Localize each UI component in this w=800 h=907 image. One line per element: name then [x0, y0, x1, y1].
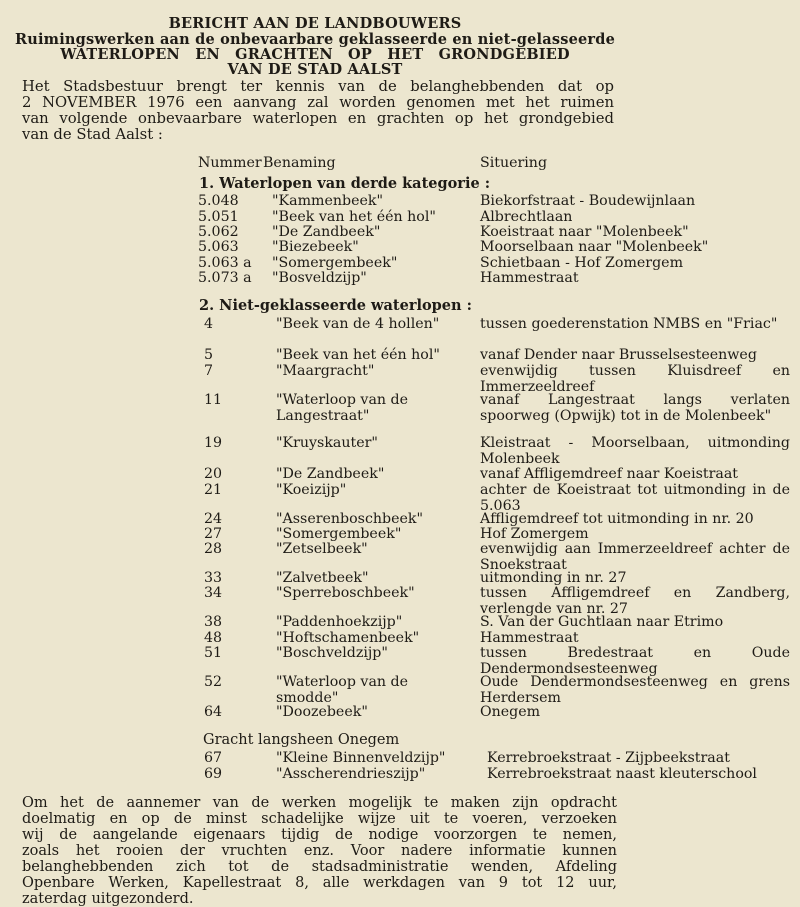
row-number: 4 — [204, 316, 214, 332]
row-name: "Bosveldzijp" — [272, 270, 367, 286]
row-name: "Boschveldzijp" — [276, 645, 388, 661]
row-name: "Koeizijp" — [276, 482, 347, 498]
outro-line: doelmatig en op de minst schadelijke wijze uit te voeren, verzoeken — [22, 811, 617, 827]
row-number: 33 — [204, 570, 223, 586]
row-location: Kleistraat - Moorselbaan, uitmonding Molenbeek — [480, 435, 790, 467]
row-location: Hammestraat — [480, 270, 579, 286]
row-number: 5.063 — [198, 239, 239, 255]
row-name: "Sperreboschbeek" — [276, 585, 415, 601]
col-header-number: Nummer — [198, 155, 262, 171]
row-location: Onegem — [480, 704, 541, 720]
row-location: evenwijdig tussen Kluisdreef en Immerzeeldreef — [480, 363, 790, 395]
row-location: Koeistraat naar "Molenbeek" — [480, 224, 689, 240]
outro-line: Openbare Werken, Kapellestraat 8, alle werkdagen van 9 tot 12 uur, — [22, 875, 617, 891]
section1-title: 1. Waterlopen van derde kategorie : — [199, 175, 491, 192]
row-name: "Somergembeek" — [272, 255, 398, 271]
notice-heading-city: VAN DE STAD AALST — [227, 61, 403, 78]
row-number: 27 — [204, 526, 223, 542]
intro-line: Het Stadsbestuur brengt ter kennis van de belanghebbenden dat op — [22, 78, 614, 95]
row-location: uitmonding in nr. 27 — [480, 570, 627, 586]
row-number: 67 — [204, 750, 223, 766]
row-location: Kerrebroekstraat - Zijpbeekstraat — [487, 750, 730, 766]
row-name: "Asserenboschbeek" — [276, 511, 424, 527]
outro-line: wij de aangelande eigenaars tijdig de nodige voorzorgen te nemen, — [22, 827, 617, 843]
row-number: 69 — [204, 766, 223, 782]
row-number: 5.051 — [198, 209, 239, 225]
row-location: vanaf Langestraat langs verlaten spoorweg (Opwijk) tot in de Molenbeek" — [480, 392, 790, 424]
row-location: achter de Koeistraat tot uitmonding in de 5.063 — [480, 482, 790, 514]
outro-line: belanghebbenden zich tot de stadsadministratie wenden, Afdeling — [22, 859, 617, 875]
row-location: Hammestraat — [480, 630, 579, 646]
row-number: 7 — [204, 363, 214, 379]
notice-subtitle: Ruimingswerken aan de onbevaarbare geklasseerde en niet-gelasseerde — [14, 31, 616, 48]
outro-line: zaterdag uitgezonderd. — [22, 891, 194, 907]
row-number: 5 — [204, 347, 214, 363]
row-location: evenwijdig aan Immerzeeldreef achter de Snoekstraat — [480, 541, 790, 573]
notice-title: BERICHT AAN DE LANDBOUWERS — [168, 15, 462, 32]
row-number: 5.073 a — [198, 270, 252, 286]
row-name: "Waterloop van de Langestraat" — [276, 392, 409, 424]
col-header-name: Benaming — [263, 155, 336, 171]
row-name: "Zetselbeek" — [276, 541, 368, 557]
row-name: "Asscherendrieszijp" — [276, 766, 426, 782]
row-name: "Kammenbeek" — [272, 193, 384, 209]
row-location: Oude Dendermondsesteenweg en grens Herdersem — [480, 674, 790, 706]
row-location: Biekorfstraat - Boudewijnlaan — [480, 193, 696, 209]
row-location: vanaf Dender naar Brusselsesteenweg — [480, 347, 757, 363]
row-name: "Zalvetbeek" — [276, 570, 369, 586]
row-number: 5.063 a — [198, 255, 252, 271]
section2-title: 2. Niet-geklasseerde waterlopen : — [199, 297, 472, 314]
row-location: tussen Affligemdreef en Zandberg, verlengde van nr. 27 — [480, 585, 790, 617]
row-name: "Kleine Binnenveldzijp" — [276, 750, 446, 766]
row-location: Affligemdreef tot uitmonding in nr. 20 — [480, 511, 754, 527]
row-name: "Somergembeek" — [276, 526, 402, 542]
row-number: 64 — [204, 704, 223, 720]
row-number: 21 — [204, 482, 223, 498]
row-location: Kerrebroekstraat naast kleuterschool — [487, 766, 757, 782]
row-name: "Maargracht" — [276, 363, 375, 379]
row-name: "Paddenhoekzijp" — [276, 614, 403, 630]
row-number: 28 — [204, 541, 223, 557]
intro-paragraph — [22, 79, 614, 143]
row-number: 38 — [204, 614, 223, 630]
col-header-location: Situering — [480, 155, 548, 171]
row-location: Albrechtlaan — [480, 209, 573, 225]
row-number: 34 — [204, 585, 223, 601]
notice-heading-line: WATERLOPEN EN GRACHTEN OP HET GRONDGEBIED — [60, 46, 570, 63]
row-number: 48 — [204, 630, 223, 646]
row-name: "Doozebeek" — [276, 704, 368, 720]
row-number: 24 — [204, 511, 223, 527]
row-name: "De Zandbeek" — [276, 466, 385, 482]
row-location: tussen Bredestraat en Oude Dendermondsesteenweg — [480, 645, 790, 677]
intro-line: 2 NOVEMBER 1976 een aanvang zal worden genomen met het ruimen — [22, 94, 614, 111]
row-location: S. Van der Guchtlaan naar Etrimo — [480, 614, 724, 630]
row-name: "De Zandbeek" — [272, 224, 381, 240]
row-number: 52 — [204, 674, 223, 690]
row-number: 19 — [204, 435, 223, 451]
closing-paragraph — [22, 795, 617, 907]
row-location: Hof Zomergem — [480, 526, 589, 542]
section3-title: Gracht langsheen Onegem — [203, 732, 400, 748]
row-location: Schietbaan - Hof Zomergem — [480, 255, 684, 271]
outro-line: zoals het rooien der vruchten enz. Voor nadere informatie kunnen — [22, 843, 617, 859]
row-name: "Kruyskauter" — [276, 435, 378, 451]
row-location: tussen goederenstation NMBS en "Friac" — [480, 316, 778, 332]
intro-line: van volgende onbevaarbare waterlopen en grachten op het grondgebied — [22, 110, 614, 127]
row-number: 5.048 — [198, 193, 239, 209]
row-name: "Waterloop van de smodde" — [276, 674, 409, 706]
row-number: 5.062 — [198, 224, 239, 240]
row-name: "Beek van het één hol" — [272, 209, 436, 225]
outro-line: Om het de aannemer van de werken mogelijk te maken zijn opdracht — [22, 795, 617, 811]
row-name: "Biezebeek" — [272, 239, 359, 255]
row-number: 51 — [204, 645, 223, 661]
row-name: "Beek van de 4 hollen" — [276, 316, 440, 332]
row-name: "Hoftschamenbeek" — [276, 630, 420, 646]
row-number: 20 — [204, 466, 223, 482]
row-location: vanaf Affligemdreef naar Koeistraat — [480, 466, 739, 482]
intro-line: van de Stad Aalst : — [22, 126, 163, 143]
row-number: 11 — [204, 392, 223, 408]
row-name: "Beek van het één hol" — [276, 347, 440, 363]
row-location: Moorselbaan naar "Molenbeek" — [480, 239, 709, 255]
